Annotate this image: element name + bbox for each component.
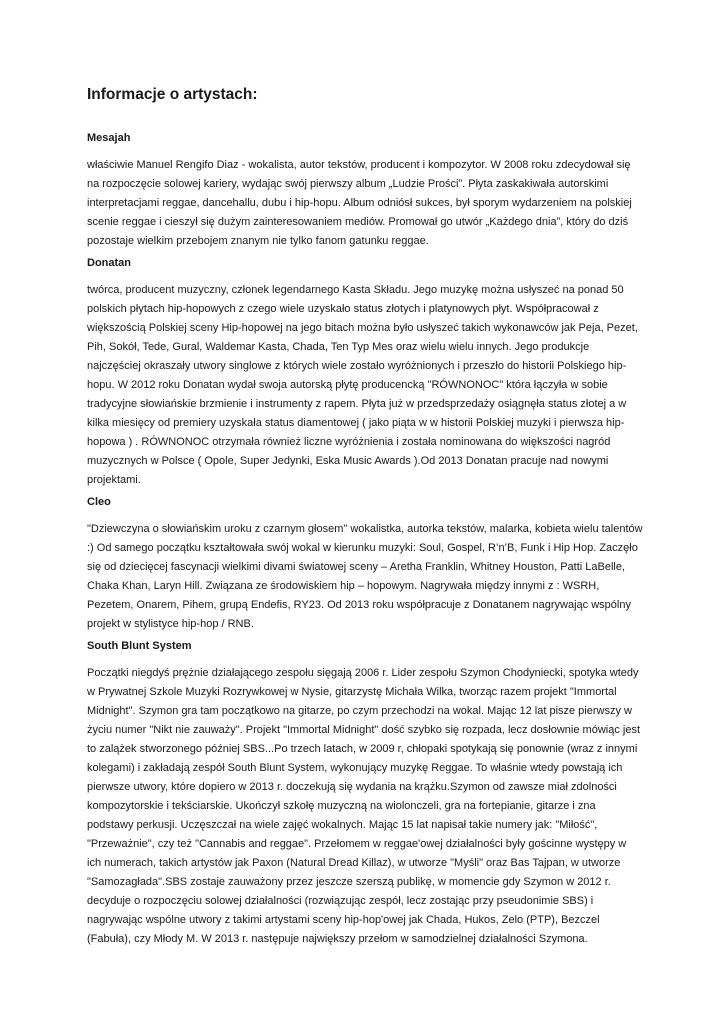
artist-name: Mesajah bbox=[87, 132, 131, 144]
artist-section-donatan bbox=[87, 255, 643, 490]
artist-bio: właściwie Manuel Rengifo Diaz - wokalista, autor tekstów, producent i kompozytor. W 2008 roku zdecydował się na rozpoczęcie solowej kariery, wydając swój pierwszy album „Ludzie Prości”. Płyta zaskakiwała autorskimi interpretacjami reggae, dancehallu, dubu i hip-hopu. Album odniósł sukces, był sporym wydarzeniem na polskiej scenie reggae i cieszył się dużym zainteresowaniem mediów. Promował go utwór „Każdego dnia”, który do dziś pozostaje wielkim przebojem znanym nie tylko fanom gatunku reggae. bbox=[87, 159, 632, 247]
artist-name: Cleo bbox=[87, 496, 111, 508]
artist-section-south-blunt-system bbox=[87, 638, 643, 949]
artist-name: South Blunt System bbox=[87, 640, 192, 652]
artist-bio: twórca, producent muzyczny, członek legendarnego Kasta Składu. Jego muzykę można usłyszeć na ponad 50 polskich płytach hip-hopowych z czego wiele uzyskało status złotych i platynowych płyt. Współpracował z większością Polskiej sceny Hip-hopowej na jego bitach można było usłyszeć takich wykonawców jak Peja, Pezet, Pih, Sokół, Tede, Gural, Waldemar Kasta, Chada, Ten Typ Mes oraz wielu wielu innych. Jego produkcje najczęściej okraszały utwory singlowe z których wiele zostało wyróżnionych i przeszło do historii Polskiego hip-hopu. W 2012 roku Donatan wydał swoja autorską płytę producencką "RÓWNONOC" która łączyła w sobie tradycyjne słowiańskie brzmienie i instrumenty z rapem. Płyta już w przedsprzedaży osiągnęła status złotej a w kilka miesięcy od premiery uzyskała status diamentowej ( jako piąta w w historii Polskiej muzyki i pierwsza hip-hopowa ) . RÓWNONOC otrzymała również liczne wyróżnienia i została nominowana do większości nagród muzycznych w Polsce ( Opole, Super Jedynki, Eska Music Awards ).Od 2013 Donatan pracuje nad nowymi projektami. bbox=[87, 284, 638, 486]
page-title: Informacje o artystach: bbox=[87, 86, 258, 103]
artist-name: Donatan bbox=[87, 257, 131, 269]
artist-section-cleo bbox=[87, 494, 643, 634]
artist-bio: "Dziewczyna o słowiańskim uroku z czarnym głosem" wokalistka, autorka tekstów, malarka, kobieta wielu talentów :) Od samego początku kształtowała swój wokal w kierunku muzyki: Soul, Gospel, R’n’B, Funk i Hip Hop. Zaczęło się od dziecięcej fascynacji wielkimi divami światowej sceny – Aretha Franklin, Whitney Houston, Patti LaBelle, Chaka Khan, Laryn Hill. Związana ze środowiskiem hip – hopowym. Nagrywała między innymi z : WSRH, Pezetem, Onarem, Pihem, grupą Endefis, RY23. Od 2013 roku współpracuje z Donatanem nagrywając wspólny projekt w stylistyce hip-hop / RNB. bbox=[87, 523, 643, 630]
artist-section-mesajah bbox=[87, 130, 643, 251]
document-page bbox=[87, 84, 643, 953]
artist-bio: Początki niegdyś prężnie działającego zespołu sięgają 2006 r. Lider zespołu Szymon Chodyniecki, spotyka wtedy w Prywatnej Szkole Muzyki Rozrywkowej w Nysie, gitarzystę Michała Wilka, tworząc razem projekt "Immortal Midnight". Szymon gra tam początkowo na gitarze, po czym przechodzi na wokal. Mając 12 lat pisze pierwszy w życiu numer "Nikt nie zauważy". Projekt "Immortal Midnight" dość szybko się rozpada, lecz dosłownie mówiąc jest to zalążek stworzonego później SBS...Po trzech latach, w 2009 r, chłopaki spotykają się ponownie (wraz z innymi kolegami) i zakładają zespół South Blunt System, wykonujący muzykę Reggae. To właśnie wtedy powstają ich pierwsze utwory, które dopiero w 2013 r. doczekują się wydania na krążku.Szymon od zawsze miał zdolności kompozytorskie i tekściarskie. Ukończył szkołę muzyczną na wiolonczeli, gra na fortepianie, gitarze i zna podstawy perkusji. Uczęszczał na wiele zajęć wokalnych. Mając 15 lat napisał takie numery jak: "Miłość", "Przeważnie", czy też "Cannabis and reggae". Przełomem w reggae'owej działalności były gościnne występy w ich numerach, takich artystów jak Paxon (Natural Dread Killaz), w utworze "Myśli" oraz Bas Tajpan, w utworze "Samozagłada".SBS zostaje zauważony przez jeszcze szerszą publikę, w momencie gdy Szymon w 2012 r. decyduje o rozpoczęciu solowej działalności (rozwiązując zespół, lecz zostając przy pseudonimie SBS) i nagrywając wspólne utwory z takimi artystami sceny hip-hop'owej jak Chada, Hukos, Zelo (PTP), Bezczel (Fabuła), czy Młody M. W 2013 r. następuje największy przełom w samodzielnej działalności Szymona. bbox=[87, 667, 640, 945]
